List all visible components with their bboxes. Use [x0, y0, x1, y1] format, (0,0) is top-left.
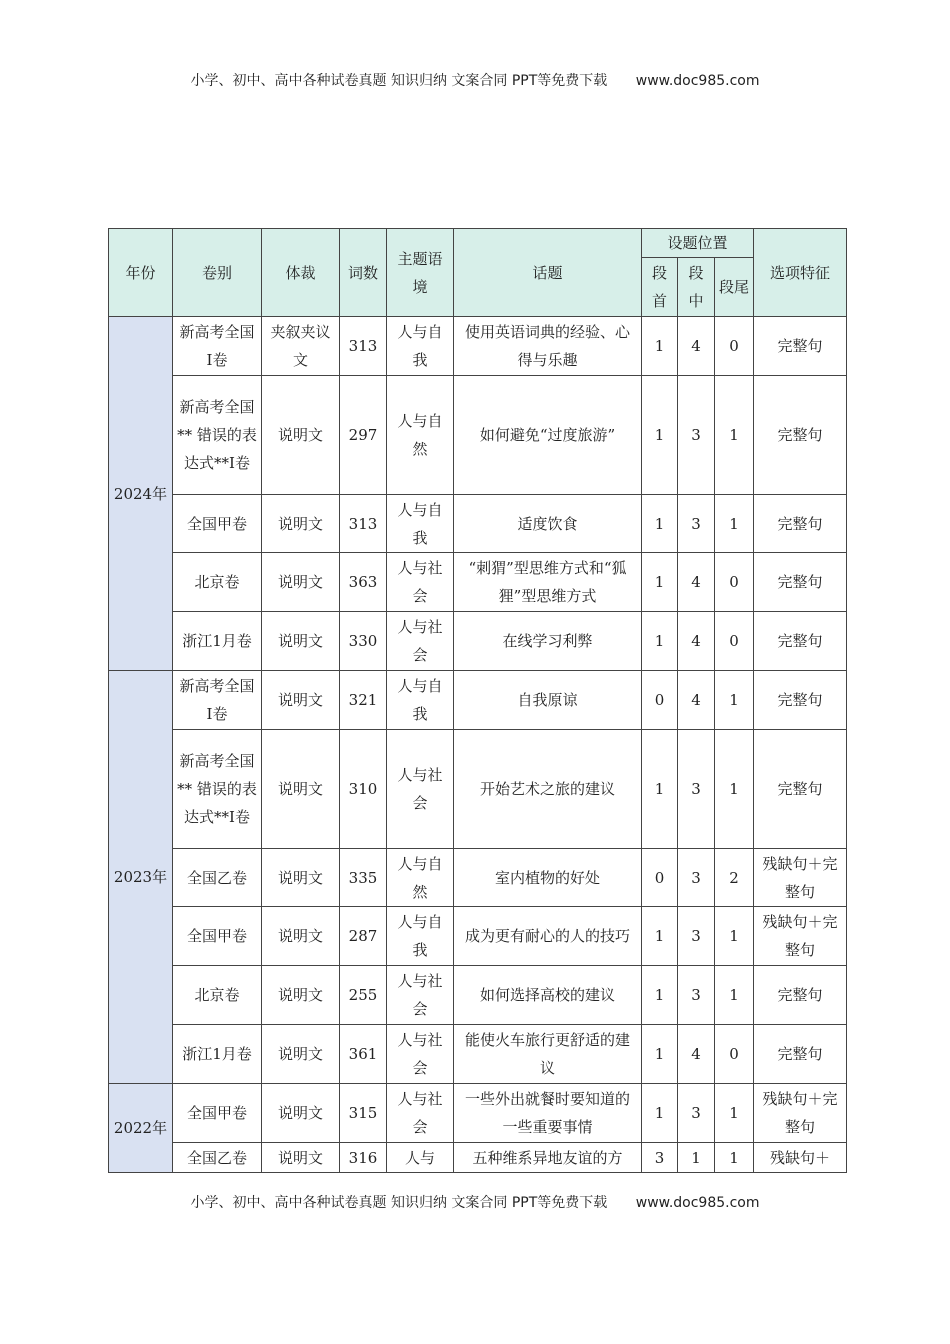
- table-row: [109, 849, 847, 907]
- word-count-cell: 313: [340, 317, 387, 376]
- table-row: [109, 730, 847, 849]
- position-start-cell: 1: [642, 317, 678, 376]
- header-theme: 主题语境: [387, 229, 454, 317]
- table-row: [109, 1025, 847, 1084]
- genre-cell: 说明文: [262, 376, 340, 495]
- theme-cell: 人与自我: [387, 317, 454, 376]
- word-count-cell: 310: [340, 730, 387, 849]
- position-end-cell: 0: [715, 317, 754, 376]
- genre-cell: 说明文: [262, 553, 340, 612]
- header-genre: 体裁: [262, 229, 340, 317]
- paper-cell: 新高考全国I卷: [173, 671, 262, 730]
- theme-cell: 人与社会: [387, 1084, 454, 1143]
- word-count-cell: 297: [340, 376, 387, 495]
- options-cell: 残缺句＋完整句: [754, 849, 847, 907]
- topic-cell: 自我原谅: [454, 671, 642, 730]
- word-count-cell: 335: [340, 849, 387, 907]
- word-count-cell: 315: [340, 1084, 387, 1143]
- table-row: [109, 907, 847, 966]
- paper-cell: 全国乙卷: [173, 849, 262, 907]
- position-mid-cell: 3: [678, 907, 715, 966]
- header-pos-mid: 段中: [678, 258, 715, 317]
- table-row: [109, 495, 847, 553]
- position-start-cell: 1: [642, 1025, 678, 1084]
- options-cell: 残缺句＋: [754, 1143, 847, 1173]
- theme-cell: 人与社会: [387, 553, 454, 612]
- page-footer: [0, 1192, 950, 1212]
- position-start-cell: 1: [642, 730, 678, 849]
- year-cell: 2024年: [109, 317, 173, 671]
- word-count-cell: 321: [340, 671, 387, 730]
- header-url[interactable]: www.doc985.com: [635, 73, 760, 89]
- genre-cell: 说明文: [262, 966, 340, 1025]
- position-end-cell: 0: [715, 553, 754, 612]
- header-topic: 话题: [454, 229, 642, 317]
- theme-cell: 人与自我: [387, 495, 454, 553]
- topic-cell: 成为更有耐心的人的技巧: [454, 907, 642, 966]
- paper-cell: 浙江1月卷: [173, 1025, 262, 1084]
- genre-cell: 说明文: [262, 1084, 340, 1143]
- position-mid-cell: 4: [678, 1025, 715, 1084]
- table-row: [109, 317, 847, 376]
- options-cell: 完整句: [754, 495, 847, 553]
- position-start-cell: 1: [642, 966, 678, 1025]
- paper-cell: 新高考全国** 错误的表达式**I卷: [173, 730, 262, 849]
- options-cell: 完整句: [754, 612, 847, 671]
- paper-cell: 北京卷: [173, 966, 262, 1025]
- topic-cell: 如何选择高校的建议: [454, 966, 642, 1025]
- options-cell: 残缺句＋完整句: [754, 1084, 847, 1143]
- theme-cell: 人与自然: [387, 849, 454, 907]
- position-mid-cell: 3: [678, 376, 715, 495]
- genre-cell: 说明文: [262, 495, 340, 553]
- genre-cell: 说明文: [262, 730, 340, 849]
- position-end-cell: 1: [715, 907, 754, 966]
- page-header: [0, 70, 950, 90]
- position-end-cell: 1: [715, 730, 754, 849]
- position-start-cell: 1: [642, 553, 678, 612]
- position-mid-cell: 4: [678, 553, 715, 612]
- word-count-cell: 316: [340, 1143, 387, 1173]
- genre-cell: 说明文: [262, 1025, 340, 1084]
- options-cell: 完整句: [754, 966, 847, 1025]
- theme-cell: 人与社会: [387, 966, 454, 1025]
- header-text: 小学、初中、高中各种试卷真题 知识归纳 文案合同 PPT等免费下载: [190, 73, 608, 89]
- word-count-cell: 330: [340, 612, 387, 671]
- options-cell: 完整句: [754, 1025, 847, 1084]
- genre-cell: 夹叙夹议文: [262, 317, 340, 376]
- position-end-cell: 0: [715, 1025, 754, 1084]
- position-end-cell: 1: [715, 966, 754, 1025]
- position-start-cell: 1: [642, 612, 678, 671]
- word-count-cell: 363: [340, 553, 387, 612]
- exam-survey-table: [108, 228, 847, 1173]
- header-pos-end: 段尾: [715, 258, 754, 317]
- options-cell: 完整句: [754, 730, 847, 849]
- position-end-cell: 1: [715, 1084, 754, 1143]
- position-end-cell: 1: [715, 495, 754, 553]
- paper-cell: 全国甲卷: [173, 495, 262, 553]
- topic-cell: 使用英语词典的经验、心得与乐趣: [454, 317, 642, 376]
- options-cell: 完整句: [754, 376, 847, 495]
- footer-text: 小学、初中、高中各种试卷真题 知识归纳 文案合同 PPT等免费下载: [190, 1195, 608, 1211]
- position-end-cell: 1: [715, 1143, 754, 1173]
- options-cell: 残缺句＋完整句: [754, 907, 847, 966]
- genre-cell: 说明文: [262, 612, 340, 671]
- theme-cell: 人与社会: [387, 730, 454, 849]
- paper-cell: 北京卷: [173, 553, 262, 612]
- position-mid-cell: 1: [678, 1143, 715, 1173]
- topic-cell: “刺猬”型思维方式和“狐狸”型思维方式: [454, 553, 642, 612]
- position-start-cell: 0: [642, 671, 678, 730]
- paper-cell: 全国乙卷: [173, 1143, 262, 1173]
- position-start-cell: 1: [642, 1084, 678, 1143]
- paper-cell: 全国甲卷: [173, 1084, 262, 1143]
- genre-cell: 说明文: [262, 1143, 340, 1173]
- paper-cell: 浙江1月卷: [173, 612, 262, 671]
- position-end-cell: 0: [715, 612, 754, 671]
- word-count-cell: 255: [340, 966, 387, 1025]
- word-count-cell: 287: [340, 907, 387, 966]
- paper-cell: 新高考全国I卷: [173, 317, 262, 376]
- year-cell: 2023年: [109, 671, 173, 1084]
- position-end-cell: 2: [715, 849, 754, 907]
- position-mid-cell: 4: [678, 612, 715, 671]
- table-row: [109, 1143, 847, 1173]
- footer-url[interactable]: www.doc985.com: [635, 1195, 760, 1211]
- theme-cell: 人与社会: [387, 612, 454, 671]
- position-mid-cell: 3: [678, 1084, 715, 1143]
- position-mid-cell: 3: [678, 495, 715, 553]
- topic-cell: 如何避免“过度旅游”: [454, 376, 642, 495]
- header-options: 选项特征: [754, 229, 847, 317]
- table-row: [109, 1084, 847, 1143]
- header-paper: 卷别: [173, 229, 262, 317]
- table-row: [109, 671, 847, 730]
- position-mid-cell: 4: [678, 671, 715, 730]
- genre-cell: 说明文: [262, 849, 340, 907]
- position-start-cell: 0: [642, 849, 678, 907]
- topic-cell: 在线学习利弊: [454, 612, 642, 671]
- genre-cell: 说明文: [262, 907, 340, 966]
- options-cell: 完整句: [754, 553, 847, 612]
- topic-cell: 能使火车旅行更舒适的建议: [454, 1025, 642, 1084]
- position-start-cell: 1: [642, 907, 678, 966]
- options-cell: 完整句: [754, 671, 847, 730]
- topic-cell: 开始艺术之旅的建议: [454, 730, 642, 849]
- header-pos-start: 段首: [642, 258, 678, 317]
- position-end-cell: 1: [715, 671, 754, 730]
- theme-cell: 人与自然: [387, 376, 454, 495]
- theme-cell: 人与: [387, 1143, 454, 1173]
- header-year: 年份: [109, 229, 173, 317]
- topic-cell: 五种维系异地友谊的方: [454, 1143, 642, 1173]
- table-row: [109, 966, 847, 1025]
- table-body: [109, 317, 847, 1173]
- position-start-cell: 1: [642, 376, 678, 495]
- theme-cell: 人与自我: [387, 907, 454, 966]
- position-mid-cell: 3: [678, 849, 715, 907]
- word-count-cell: 361: [340, 1025, 387, 1084]
- options-cell: 完整句: [754, 317, 847, 376]
- theme-cell: 人与自我: [387, 671, 454, 730]
- header-words: 词数: [340, 229, 387, 317]
- position-end-cell: 1: [715, 376, 754, 495]
- table-row: [109, 553, 847, 612]
- header-position: 设题位置: [642, 229, 754, 258]
- theme-cell: 人与社会: [387, 1025, 454, 1084]
- topic-cell: 室内植物的好处: [454, 849, 642, 907]
- topic-cell: 适度饮食: [454, 495, 642, 553]
- position-mid-cell: 4: [678, 317, 715, 376]
- paper-cell: 全国甲卷: [173, 907, 262, 966]
- table-row: [109, 376, 847, 495]
- paper-cell: 新高考全国** 错误的表达式**I卷: [173, 376, 262, 495]
- position-mid-cell: 3: [678, 730, 715, 849]
- position-start-cell: 3: [642, 1143, 678, 1173]
- genre-cell: 说明文: [262, 671, 340, 730]
- word-count-cell: 313: [340, 495, 387, 553]
- year-cell: 2022年: [109, 1084, 173, 1173]
- table-row: [109, 612, 847, 671]
- position-start-cell: 1: [642, 495, 678, 553]
- topic-cell: 一些外出就餐时要知道的一些重要事情: [454, 1084, 642, 1143]
- position-mid-cell: 3: [678, 966, 715, 1025]
